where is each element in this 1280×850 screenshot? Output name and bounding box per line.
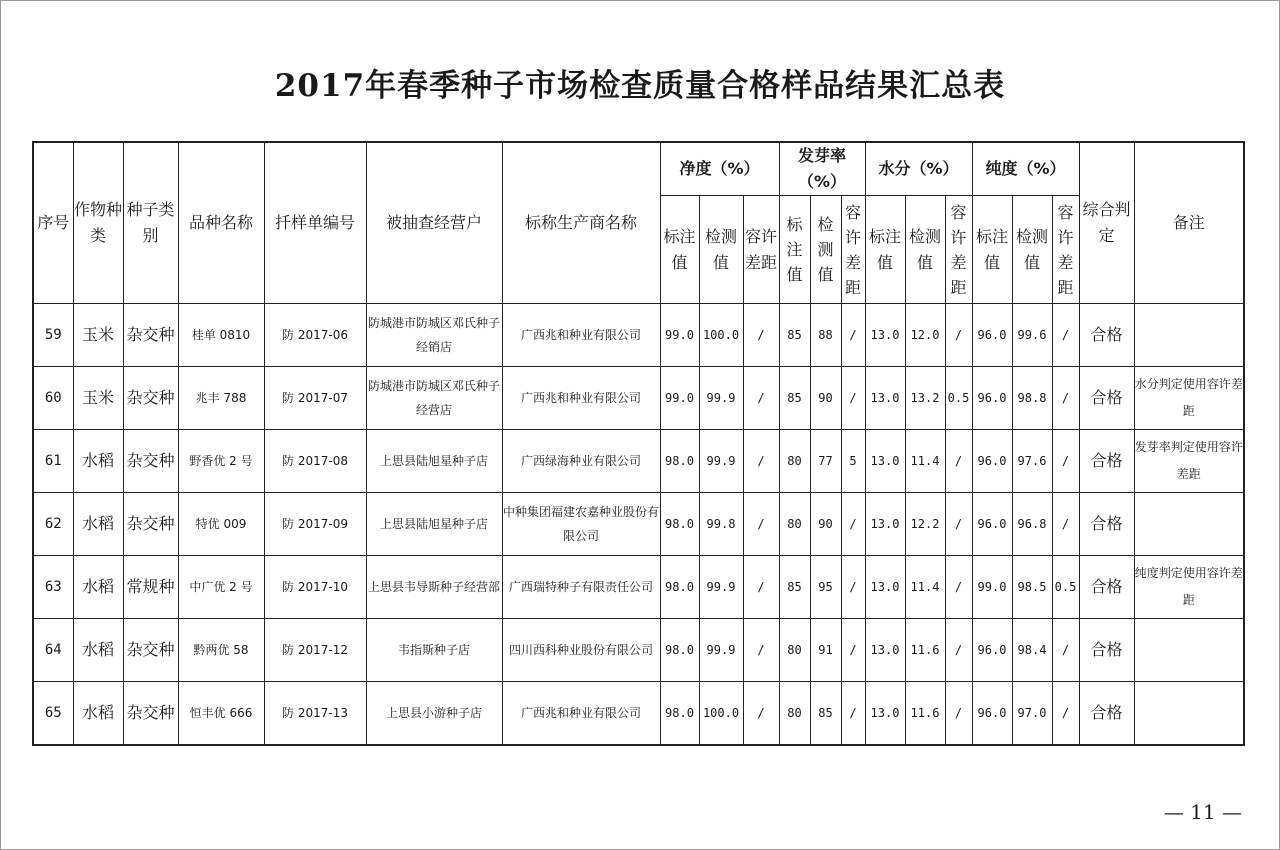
cell-moist-labeled: 13.0 [865,682,905,746]
cell-producer: 广西瑞特种子有限责任公司 [502,556,660,619]
cell-crop: 水稻 [73,682,123,746]
cell-dealer: 韦指斯种子店 [366,619,502,682]
cell-clean-labeled: 99.0 [660,304,699,367]
cell-dealer: 防城港市防城区邓氏种子经营店 [366,367,502,430]
table-row [33,682,1244,746]
cell-overall: 合格 [1079,556,1134,619]
cell-clean-tested: 99.9 [699,367,743,430]
cell-variety: 特优 009 [178,493,264,556]
cell-pure-tested: 99.6 [1012,304,1052,367]
cell-crop: 水稻 [73,619,123,682]
cell-sample-no: 防 2017-07 [264,367,366,430]
header-seed-type: 种子类别 [123,142,178,304]
header-remark: 备注 [1134,142,1244,304]
cell-clean-tested: 99.9 [699,556,743,619]
header-producer: 标称生产商名称 [502,142,660,304]
cell-seq: 60 [33,367,73,430]
cell-clean-tolerance: / [743,556,779,619]
cell-pure-tested: 97.0 [1012,682,1052,746]
cell-seq: 62 [33,493,73,556]
cell-seed-type: 杂交种 [123,367,178,430]
cell-seed-type: 杂交种 [123,304,178,367]
cell-pure-tested: 98.8 [1012,367,1052,430]
cell-variety: 中广优 2 号 [178,556,264,619]
cell-crop: 水稻 [73,430,123,493]
cell-variety: 桂单 0810 [178,304,264,367]
cell-clean-tolerance: / [743,682,779,746]
cell-variety: 兆丰 788 [178,367,264,430]
cell-germ-labeled: 85 [779,367,810,430]
cell-clean-tested: 100.0 [699,304,743,367]
cell-overall: 合格 [1079,493,1134,556]
cell-pure-tolerance: / [1052,619,1079,682]
cell-remark [1134,682,1244,746]
cell-dealer: 上思县韦导斯种子经营部 [366,556,502,619]
cell-overall: 合格 [1079,430,1134,493]
cell-moist-labeled: 13.0 [865,430,905,493]
cell-germ-tolerance: 5 [841,430,865,493]
cell-overall: 合格 [1079,619,1134,682]
cell-sample-no: 防 2017-12 [264,619,366,682]
table-row [33,430,1244,493]
cell-moist-tolerance: / [945,304,972,367]
cell-clean-tested: 99.8 [699,493,743,556]
cell-producer: 四川西科种业股份有限公司 [502,619,660,682]
cell-germ-tested: 88 [810,304,841,367]
header-variety: 品种名称 [178,142,264,304]
cell-pure-tolerance: / [1052,682,1079,746]
header-moist-labeled: 标注值 [865,196,905,304]
cell-producer: 广西兆和种业有限公司 [502,367,660,430]
header-pure-labeled: 标注值 [972,196,1012,304]
cell-germ-tested: 90 [810,367,841,430]
cell-seq: 65 [33,682,73,746]
header-pure-tolerance: 容许差距 [1052,196,1079,304]
cell-pure-tolerance: 0.5 [1052,556,1079,619]
cell-pure-labeled: 96.0 [972,493,1012,556]
table-row [33,304,1244,367]
header-sample-no: 扦样单编号 [264,142,366,304]
cell-pure-labeled: 96.0 [972,682,1012,746]
cell-sample-no: 防 2017-13 [264,682,366,746]
cell-moist-tolerance: / [945,493,972,556]
header-germination: 发芽率（%） [779,142,865,196]
header-crop: 作物种类 [73,142,123,304]
header-variety-purity: 纯度（%） [972,142,1079,196]
cell-clean-labeled: 98.0 [660,430,699,493]
cell-germ-tolerance: / [841,304,865,367]
cell-clean-tolerance: / [743,619,779,682]
cell-moist-tested: 11.4 [905,556,945,619]
cell-moist-tested: 11.6 [905,619,945,682]
cell-moist-tested: 12.2 [905,493,945,556]
cell-remark [1134,493,1244,556]
cell-germ-tolerance: / [841,619,865,682]
header-clean-purity: 净度（%） [660,142,779,196]
cell-germ-tolerance: / [841,367,865,430]
cell-pure-labeled: 96.0 [972,430,1012,493]
header-overall: 综合判定 [1079,142,1134,304]
cell-moist-labeled: 13.0 [865,304,905,367]
cell-clean-labeled: 98.0 [660,493,699,556]
cell-sample-no: 防 2017-08 [264,430,366,493]
cell-producer: 广西绿海种业有限公司 [502,430,660,493]
cell-pure-tested: 98.4 [1012,619,1052,682]
cell-remark [1134,619,1244,682]
cell-dealer: 上思县小游种子店 [366,682,502,746]
cell-pure-tested: 96.8 [1012,493,1052,556]
cell-seed-type: 杂交种 [123,430,178,493]
cell-moist-tested: 11.6 [905,682,945,746]
cell-dealer: 防城港市防城区邓氏种子经销店 [366,304,502,367]
cell-crop: 水稻 [73,556,123,619]
cell-producer: 中种集团福建农嘉种业股份有限公司 [502,493,660,556]
cell-clean-tolerance: / [743,367,779,430]
cell-clean-labeled: 99.0 [660,367,699,430]
cell-moist-labeled: 13.0 [865,556,905,619]
header-moist-tested: 检测值 [905,196,945,304]
cell-variety: 野香优 2 号 [178,430,264,493]
cell-seed-type: 常规种 [123,556,178,619]
cell-pure-labeled: 96.0 [972,367,1012,430]
cell-moist-tested: 11.4 [905,430,945,493]
cell-moist-tolerance: / [945,430,972,493]
cell-clean-tested: 99.9 [699,619,743,682]
cell-germ-labeled: 85 [779,556,810,619]
header-pure-tested: 检测值 [1012,196,1052,304]
cell-producer: 广西兆和种业有限公司 [502,304,660,367]
cell-remark [1134,304,1244,367]
cell-moist-labeled: 13.0 [865,367,905,430]
cell-germ-tested: 77 [810,430,841,493]
header-moisture: 水分（%） [865,142,972,196]
cell-moist-tolerance: 0.5 [945,367,972,430]
cell-overall: 合格 [1079,682,1134,746]
header-clean-tested: 检测值 [699,196,743,304]
cell-pure-tested: 98.5 [1012,556,1052,619]
table-row [33,556,1244,619]
cell-pure-tolerance: / [1052,304,1079,367]
header-moist-tolerance: 容许差距 [945,196,972,304]
cell-remark: 发芽率判定使用容许差距 [1134,430,1244,493]
cell-remark: 纯度判定使用容许差距 [1134,556,1244,619]
cell-pure-tolerance: / [1052,367,1079,430]
cell-seed-type: 杂交种 [123,619,178,682]
cell-germ-tested: 85 [810,682,841,746]
cell-variety: 黔两优 58 [178,619,264,682]
cell-pure-tested: 97.6 [1012,430,1052,493]
page-title: 2017年春季种子市场检查质量合格样品结果汇总表 [274,68,1006,104]
cell-germ-labeled: 80 [779,493,810,556]
cell-pure-tolerance: / [1052,493,1079,556]
cell-germ-tolerance: / [841,493,865,556]
header-germ-labeled: 标注值 [779,196,810,304]
cell-dealer: 上思县陆旭星种子店 [366,493,502,556]
cell-overall: 合格 [1079,304,1134,367]
cell-clean-labeled: 98.0 [660,556,699,619]
table-row [33,367,1244,430]
cell-clean-tolerance: / [743,304,779,367]
page-number: — 11 — [1163,800,1242,824]
cell-producer: 广西兆和种业有限公司 [502,682,660,746]
cell-sample-no: 防 2017-10 [264,556,366,619]
cell-pure-labeled: 99.0 [972,556,1012,619]
cell-germ-tested: 91 [810,619,841,682]
cell-clean-labeled: 98.0 [660,682,699,746]
header-germ-tested: 检测值 [810,196,841,304]
cell-pure-labeled: 96.0 [972,619,1012,682]
cell-clean-tested: 100.0 [699,682,743,746]
cell-germ-labeled: 80 [779,619,810,682]
cell-sample-no: 防 2017-06 [264,304,366,367]
cell-seq: 59 [33,304,73,367]
cell-variety: 恒丰优 666 [178,682,264,746]
header-clean-labeled: 标注值 [660,196,699,304]
cell-seq: 61 [33,430,73,493]
cell-moist-tolerance: / [945,682,972,746]
cell-sample-no: 防 2017-09 [264,493,366,556]
cell-seed-type: 杂交种 [123,493,178,556]
results-table [32,141,1245,746]
table-row [33,619,1244,682]
cell-remark: 水分判定使用容许差距 [1134,367,1244,430]
cell-moist-tolerance: / [945,556,972,619]
cell-overall: 合格 [1079,367,1134,430]
cell-moist-tolerance: / [945,619,972,682]
cell-moist-tested: 13.2 [905,367,945,430]
cell-moist-labeled: 13.0 [865,493,905,556]
cell-crop: 水稻 [73,493,123,556]
cell-crop: 玉米 [73,367,123,430]
cell-clean-tolerance: / [743,430,779,493]
cell-clean-tested: 99.9 [699,430,743,493]
table-row [33,493,1244,556]
cell-germ-tolerance: / [841,682,865,746]
cell-pure-labeled: 96.0 [972,304,1012,367]
header-seq: 序号 [33,142,73,304]
header-germ-tolerance: 容许差距 [841,196,865,304]
cell-germ-labeled: 80 [779,682,810,746]
cell-seed-type: 杂交种 [123,682,178,746]
header-dealer: 被抽查经营户 [366,142,502,304]
cell-crop: 玉米 [73,304,123,367]
cell-germ-labeled: 80 [779,430,810,493]
cell-germ-tolerance: / [841,556,865,619]
cell-germ-tested: 90 [810,493,841,556]
cell-moist-tested: 12.0 [905,304,945,367]
cell-germ-tested: 95 [810,556,841,619]
cell-seq: 63 [33,556,73,619]
cell-dealer: 上思县陆旭星种子店 [366,430,502,493]
cell-seq: 64 [33,619,73,682]
cell-clean-tolerance: / [743,493,779,556]
cell-moist-labeled: 13.0 [865,619,905,682]
cell-pure-tolerance: / [1052,430,1079,493]
cell-clean-labeled: 98.0 [660,619,699,682]
header-clean-tolerance: 容许差距 [743,196,779,304]
cell-germ-labeled: 85 [779,304,810,367]
